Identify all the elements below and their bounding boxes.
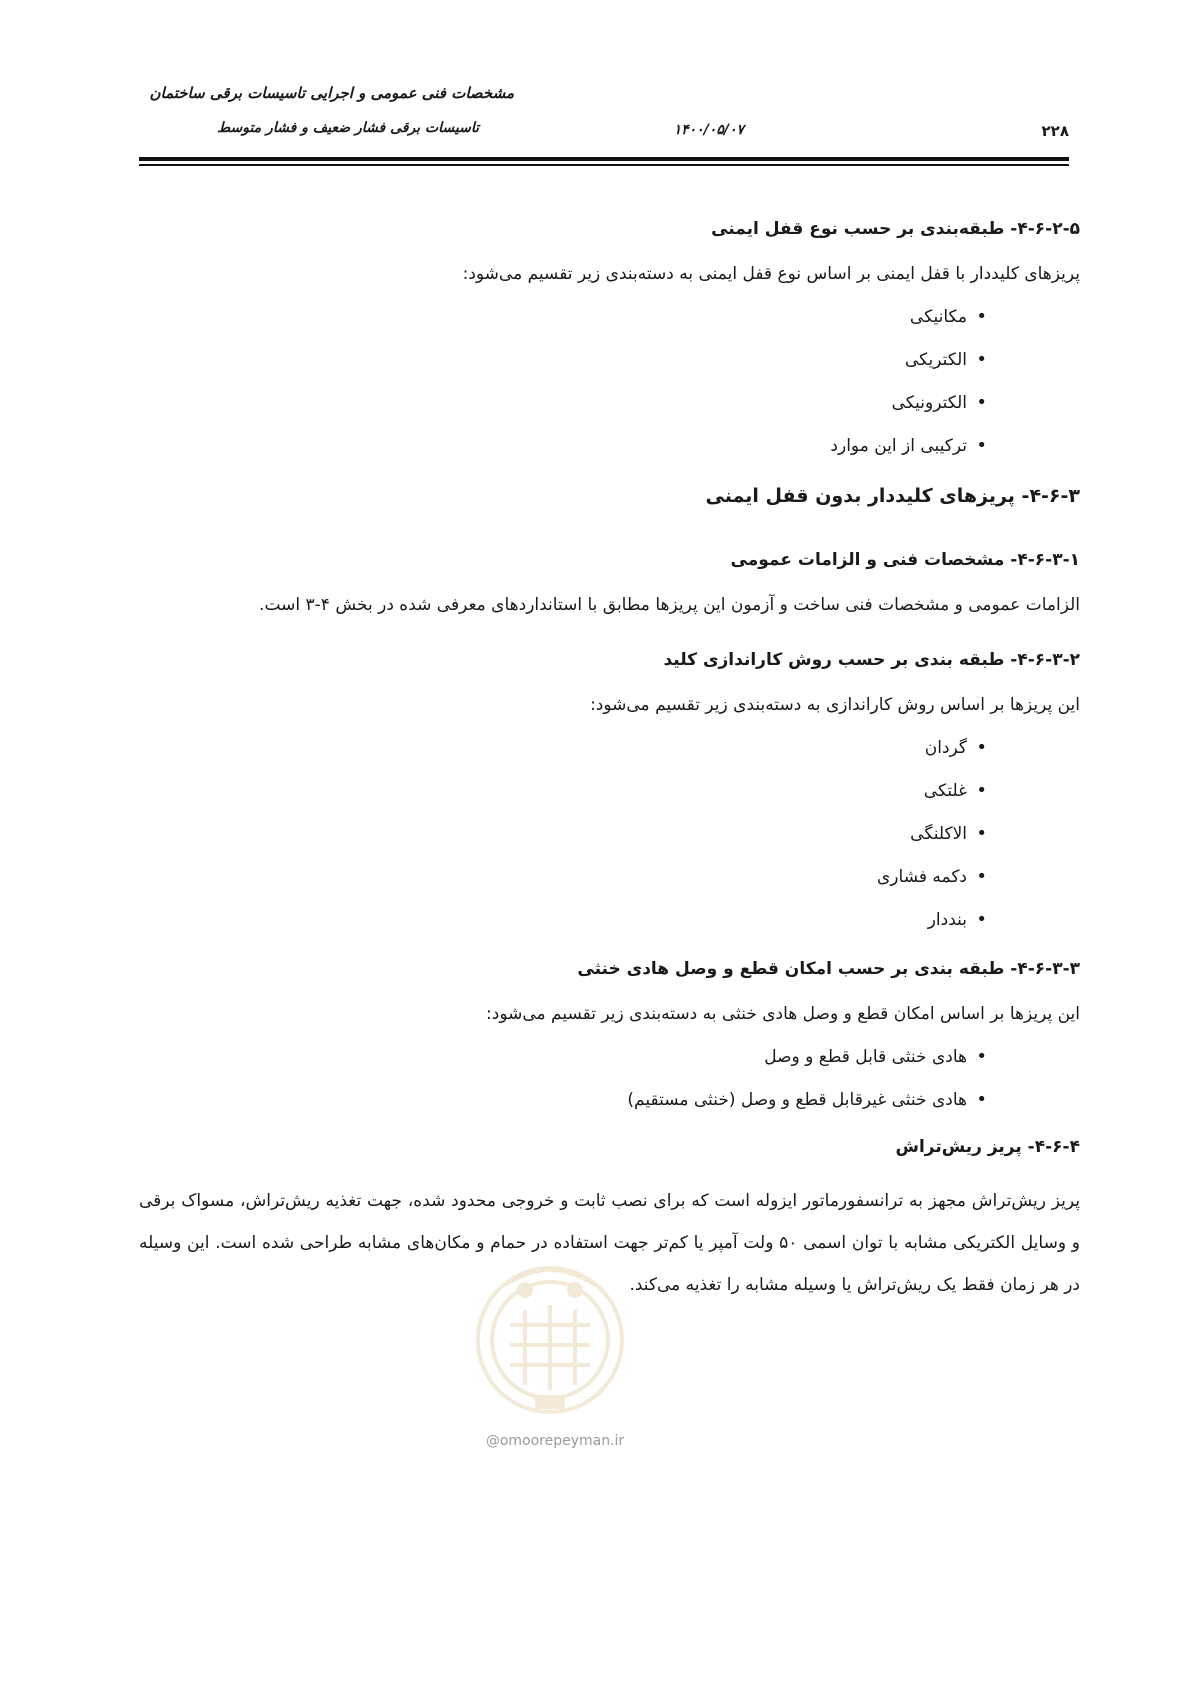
section-general-requirements bbox=[139, 546, 1080, 619]
bullet-list bbox=[139, 303, 1080, 460]
section-intro: این پریزها بر اساس روش کاراندازی به دسته‌بندی زیر تقسیم می‌شود: bbox=[590, 695, 1080, 715]
header-rule-thick bbox=[139, 157, 1069, 161]
list-item: • هادی خنثی قابل قطع و وصل bbox=[139, 1043, 987, 1071]
list-item: • الاکلنگی bbox=[139, 820, 987, 848]
watermark-logo-icon bbox=[465, 1245, 635, 1445]
list-item: • الکترونیکی bbox=[139, 389, 987, 417]
list-item: • هادی خنثی غیرقابل قطع و وصل (خنثی مستقیم) bbox=[139, 1086, 987, 1114]
page-content bbox=[139, 215, 1080, 1306]
bullet-list bbox=[139, 734, 1080, 934]
section-heading: ۴-۶-۳-۳- طبقه بندی بر حسب امکان قطع و وصل هادی خنثی bbox=[577, 959, 1080, 979]
list-item: • ترکیبی از این موارد bbox=[139, 432, 987, 460]
section-heading: ۴-۶-۲-۵- طبقه‌بندی بر حسب نوع قفل ایمنی bbox=[711, 219, 1080, 239]
page-number: ۲۲۸ bbox=[1041, 122, 1069, 140]
section-heading: ۴-۶-۳-۱- مشخصات فنی و الزامات عمومی bbox=[730, 550, 1080, 570]
section-body: پریز ریش‌تراش مجهز به ترانسفورماتور ایزوله است که برای نصب ثابت و خروجی محدود شده، جهت تغذیه ریش‌تراش، مسواک برقی و وسایل الکتریکی مشابه با توان اسمی ۵۰ ولت آمپر یا کم‌تر جهت استفاده در حمام و مکان‌های مشابه طراحی شده است. این وسیله در هر زمان فقط یک ریش‌تراش یا وسیله مشابه را تغذیه می‌کند. bbox=[139, 1191, 1080, 1295]
list-item: • گردان bbox=[139, 734, 987, 762]
page-header bbox=[139, 78, 1069, 168]
section-actuation-method bbox=[139, 646, 1080, 934]
section-heading: ۴-۶-۳-۲- طبقه بندی بر حسب روش کاراندازی کلید bbox=[663, 650, 1080, 670]
section-neutral-disconnect bbox=[139, 955, 1080, 1114]
section-heading: ۴-۶-۳- پریزهای کلیددار بدون قفل ایمنی bbox=[705, 485, 1080, 507]
section-body: الزامات عمومی و مشخصات فنی ساخت و آزمون این پریزها مطابق با استانداردهای معرفی شده در بخش ۴-۳ است. bbox=[259, 595, 1080, 615]
section-lock-type bbox=[139, 215, 1080, 460]
bullet-list bbox=[139, 1043, 1080, 1114]
list-item: • بنددار bbox=[139, 906, 987, 934]
watermark-text: @omoorepeyman.ir bbox=[485, 1433, 625, 1449]
list-item: • دکمه فشاری bbox=[139, 863, 987, 891]
list-item: • مکانیکی bbox=[139, 303, 987, 331]
header-date: ۱۴۰۰/۰۵/۰۷ bbox=[673, 122, 744, 138]
section-heading: ۴-۶-۴- پریز ریش‌تراش bbox=[895, 1137, 1080, 1157]
list-item: • الکتریکی bbox=[139, 346, 987, 374]
header-chapter-title: تاسیسات برقی فشار ضعیف و فشار متوسط bbox=[217, 120, 479, 136]
list-item: • غلتکی bbox=[139, 777, 987, 805]
section-intro: پریزهای کلیددار با قفل ایمنی بر اساس نوع قفل ایمنی به دسته‌بندی زیر تقسیم می‌شود: bbox=[462, 264, 1080, 284]
header-rule-thin bbox=[139, 164, 1069, 166]
header-document-title: مشخصات فنی عمومی و اجرایی تاسیسات برقی ساختمان bbox=[149, 84, 514, 102]
section-keyed-without-lock bbox=[139, 481, 1080, 511]
section-intro: این پریزها بر اساس امکان قطع و وصل هادی خنثی به دسته‌بندی زیر تقسیم می‌شود: bbox=[486, 1004, 1080, 1024]
